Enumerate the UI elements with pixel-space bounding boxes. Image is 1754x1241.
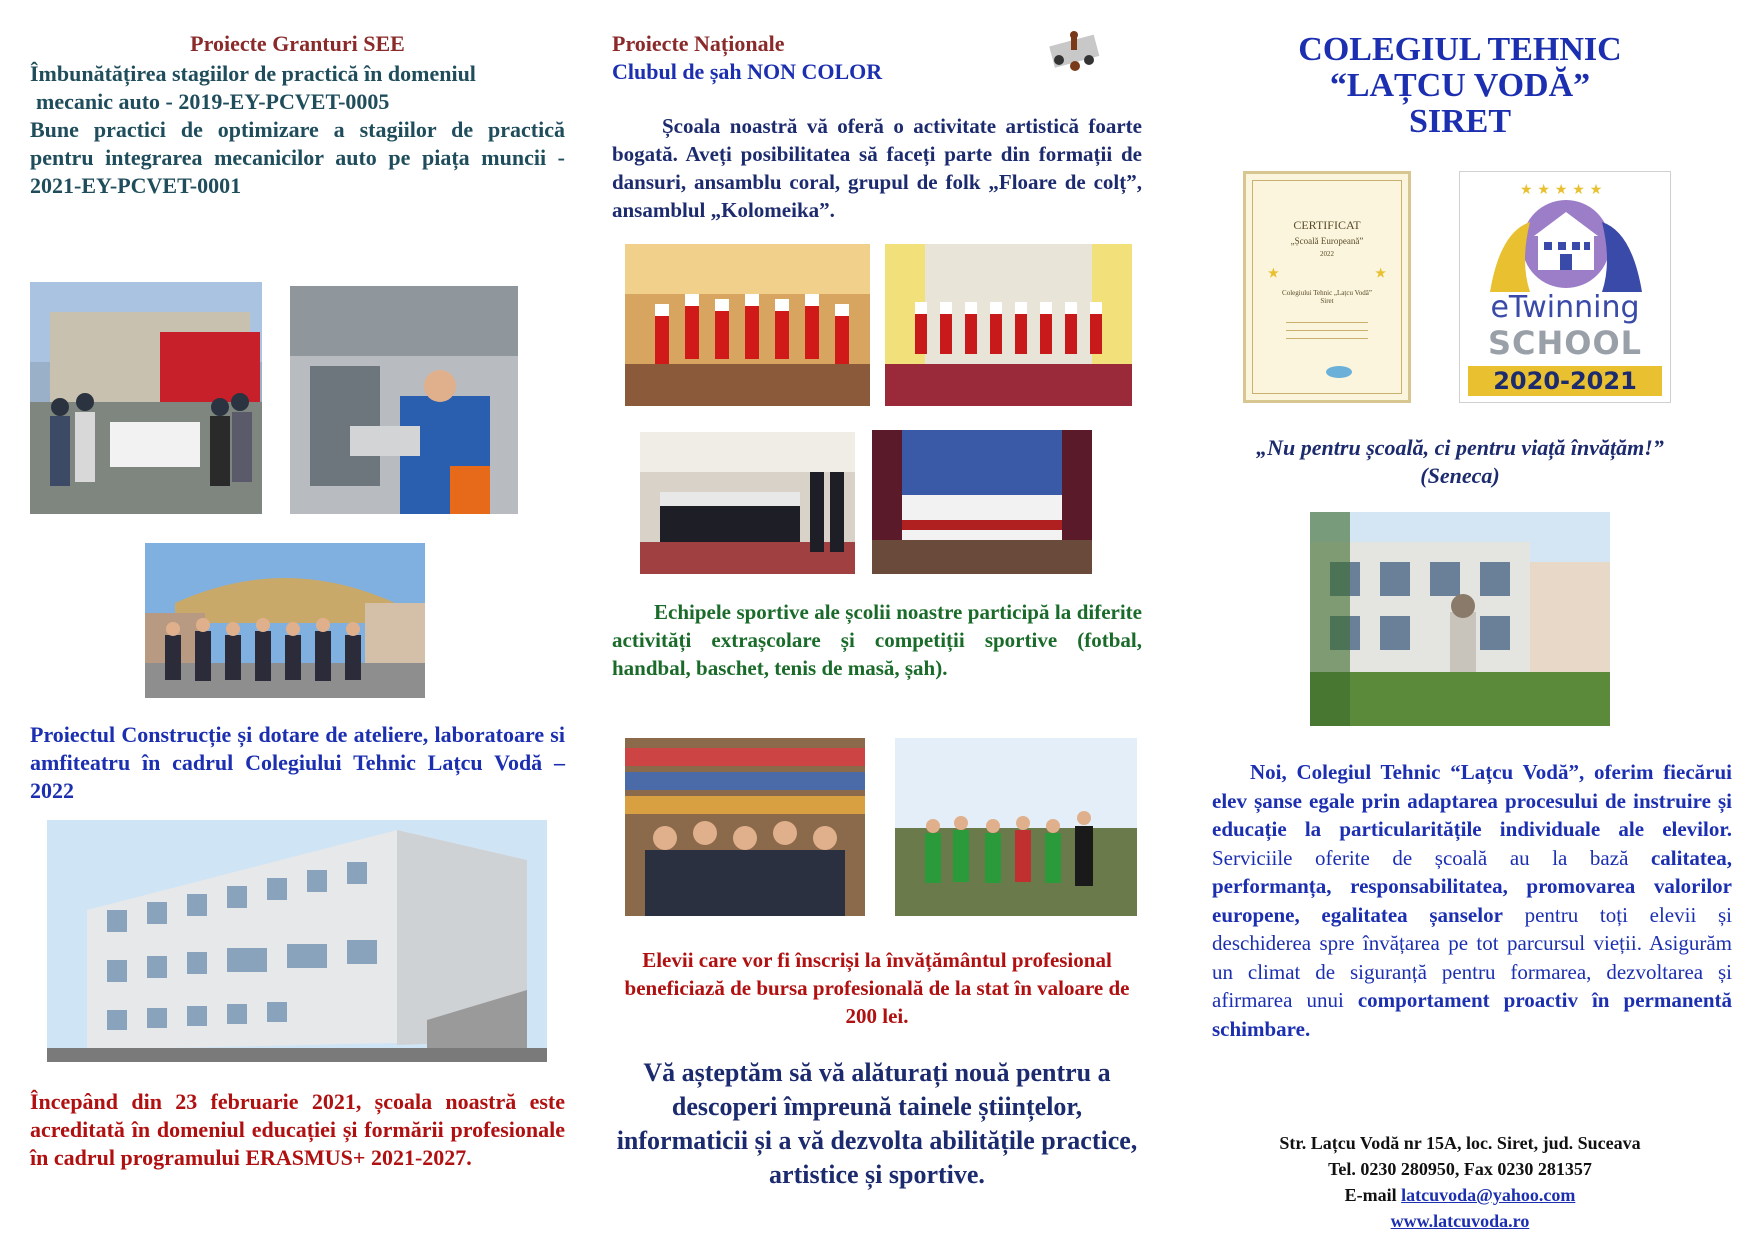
national-heading: Proiecte Naționale	[612, 31, 785, 56]
certificate-seal-icon	[1326, 366, 1352, 378]
quote-author: (Seneca)	[1420, 463, 1500, 488]
photo-workshop	[290, 286, 518, 514]
see-heading: Proiecte Granturi SEE	[190, 31, 405, 56]
seneca-quote	[1200, 434, 1720, 490]
arts-text: Școala noastră vă oferă o activitate artistică foarte bogată. Aveți posibilitatea să faceți parte din formații de dansuri, ansamblu coral, grupul de folk „Floare de colț”, ansamblul „Kolomeika”.	[612, 114, 1142, 222]
photo-group-banner	[30, 282, 262, 514]
etwinning-years: 2020-2021	[1468, 366, 1662, 396]
see-para: Îmbunătățirea stagiilor de practică în domeniul	[30, 61, 476, 86]
construction-project: Proiectul Construcție și dotare de ateliere, laboratoare si amfiteatru în cadrul Colegiului Tehnic Lațcu Vodă – 2022	[30, 722, 565, 803]
certificate-header: CERTIFICAT	[1293, 218, 1361, 232]
star-icon: ★	[1268, 266, 1279, 280]
school-title	[1200, 32, 1720, 140]
website-link[interactable]: www.latcuvoda.ro	[1390, 1211, 1530, 1231]
contact-block	[1200, 1130, 1720, 1234]
erasmus-accreditation: Începând din 23 februarie 2021, școala noastră este acreditată în domeniul educației și formării profesionale în cadrul programului ERASMUS+ 2021-2027.	[30, 1089, 565, 1170]
chess-club: Clubul de șah NON COLOR	[612, 59, 883, 84]
svg-text:★ ★ ★ ★ ★: ★ ★ ★ ★ ★	[1520, 182, 1603, 198]
star-icon: ★	[1375, 266, 1386, 280]
etwinning-school: SCHOOL	[1487, 324, 1643, 362]
sports-text: Echipele sportive ale școlii noastre participă la diferite activități extrașcolare și competiții sportive (fotbal, handbal, baschet, tenis de masă, șah).	[612, 600, 1142, 680]
offer-intro: Noi, Colegiul Tehnic “Lațcu Vodă”, oferim fiecărui elev șanse egale prin adaptarea procesului de instruire și educație la particularitățile individuale ale elevilor.	[1212, 760, 1732, 841]
see-para2: Bune practici de optimizare a stagiilor de practică pentru integrarea mecanicilor auto pe piața muncii - 2021-EY-PCVET-0001	[30, 117, 565, 198]
photo-folk-ensemble	[872, 430, 1092, 574]
etwinning-school-badge	[1459, 171, 1671, 403]
scholarship-text: Elevii care vor fi înscriși la învățământul profesional beneficiază de bursa profesională de la stat în valoare de 200 lei.	[624, 948, 1130, 1028]
offer-climate: pentru toți elevii și deschiderea spre învățarea pe tot parcursul vieții. Asigurăm un climat de siguranță pentru formarea, dezvoltarea și afirmarea unui	[1212, 902, 1732, 1012]
school-title-line3: SIRET	[1408, 103, 1512, 140]
certificate-name: Colegiului Tehnic „Lațcu Vodă” Siret	[1282, 289, 1372, 305]
photo-library	[625, 738, 865, 916]
certificate-subtitle: „Școală Europeană”	[1290, 236, 1364, 246]
see-code: mecanic auto - 2019-EY-PCVET-0005	[36, 89, 390, 114]
offer-services: Serviciile oferite de școală au la bază	[1212, 845, 1651, 870]
email-line	[1200, 1182, 1720, 1208]
school-title-line1: COLEGIUL TEHNIC	[1298, 31, 1622, 68]
european-school-certificate	[1243, 171, 1411, 403]
offer-values: calitatea, performanța, responsabilitatea, promovarea valorilor europene, egalitatea șanselor	[1212, 845, 1732, 927]
email-label: E-mail	[1344, 1185, 1402, 1205]
etwinning-brand: eTwinning	[1490, 290, 1640, 325]
see-text	[30, 60, 565, 200]
chess-pieces-icon	[1045, 30, 1105, 80]
quote-text: „Nu pentru școală, ci pentru viață învățăm!”	[1256, 435, 1664, 460]
invite-text: Vă așteptăm să vă alăturați nouă pentru a descoperi împreună tainele științelor, informaticii și a vă dezvolta abilitățile practice, artistice și sportive.	[616, 1058, 1138, 1189]
address: Str. Lațcu Vodă nr 15A, loc. Siret, jud. Suceava	[1279, 1133, 1641, 1153]
school-title-line2: “LAȚCU VODĂ”	[1329, 67, 1591, 104]
phone-fax: Tel. 0230 280950, Fax 0230 281357	[1328, 1159, 1592, 1179]
photo-choir	[640, 432, 855, 574]
photo-dance-stage	[885, 244, 1132, 406]
certificate-year: 2022	[1320, 250, 1334, 258]
photo-school-building	[1310, 512, 1610, 726]
photo-new-building	[47, 820, 547, 1062]
email-link[interactable]: latcuvoda@yahoo.com	[1401, 1185, 1576, 1205]
photo-outdoor-group	[895, 738, 1137, 916]
photo-dance-red	[625, 244, 870, 406]
school-offer-text	[1212, 758, 1732, 1043]
etwinning-logo-icon	[1460, 172, 1672, 302]
offer-behavior: comportament proactiv în permanentă schimbare.	[1212, 988, 1732, 1041]
photo-group-plaza	[145, 543, 425, 698]
